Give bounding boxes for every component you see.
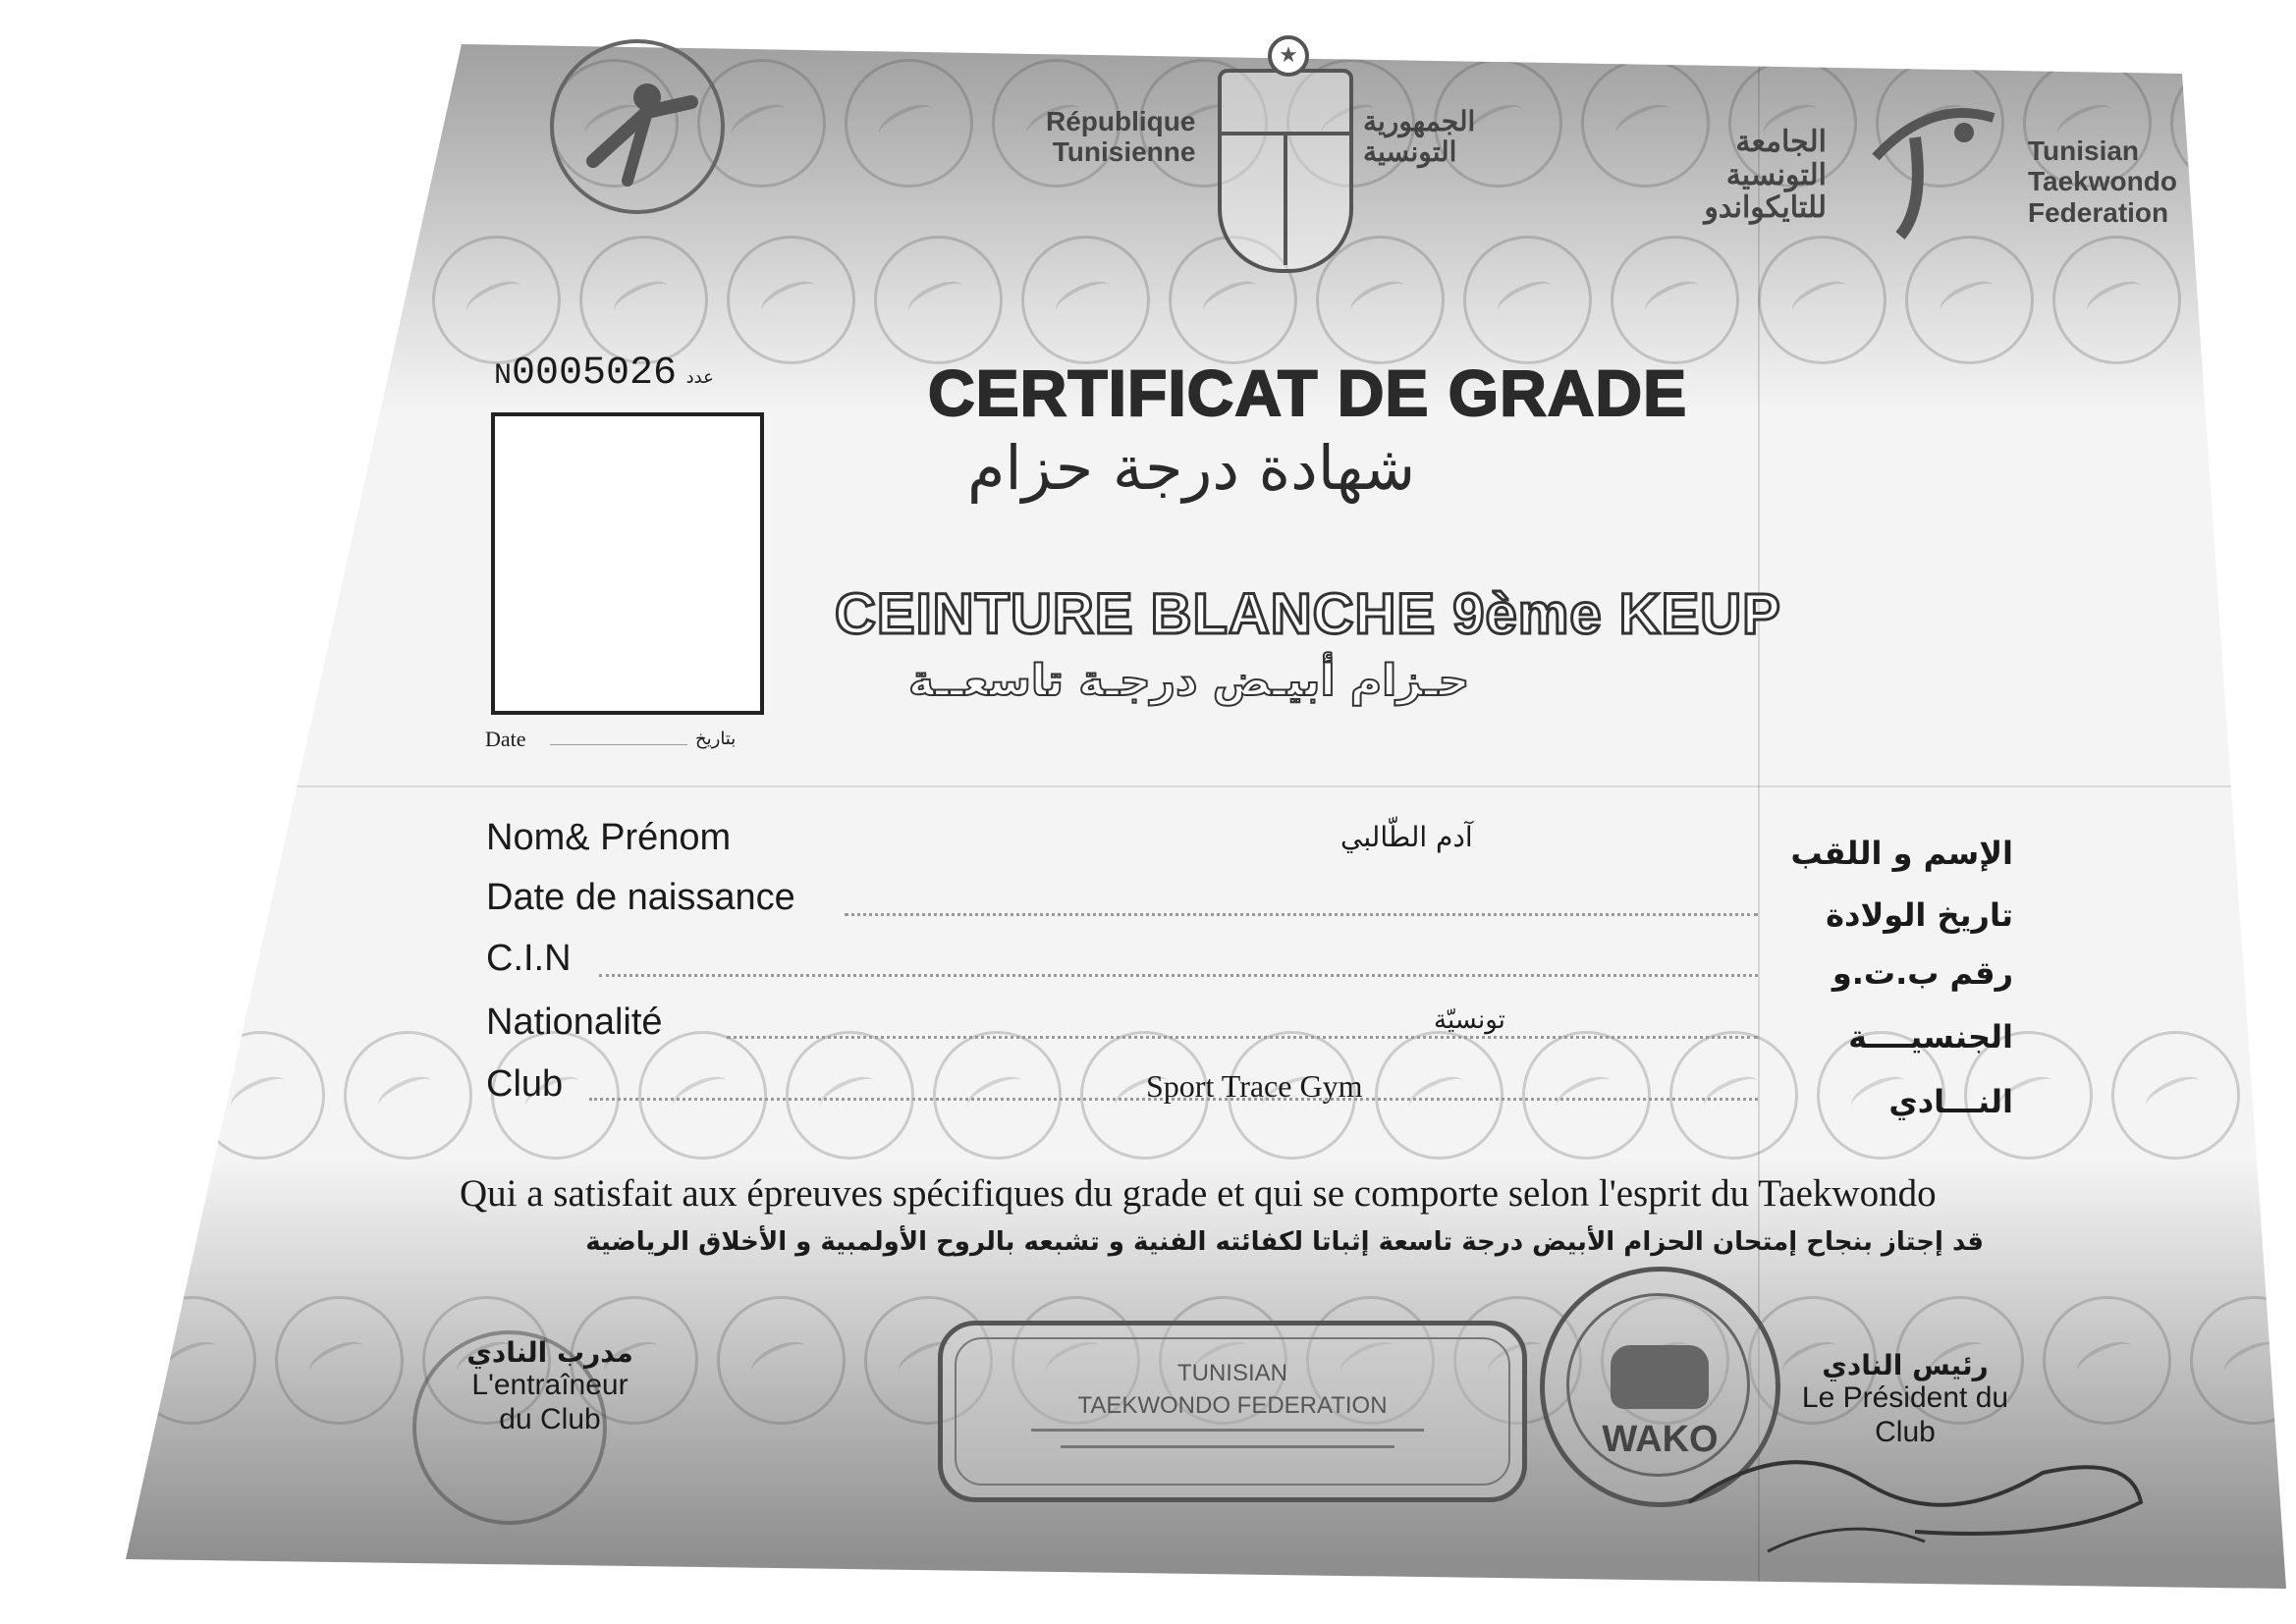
watermark-emblem (2190, 1296, 2296, 1425)
republic-ar-line: الجمهورية (1363, 106, 1476, 136)
field-label-ar: الإسم و اللقب (1790, 835, 2013, 872)
tunisia-coat-of-arms (1218, 43, 1353, 273)
wako-label: WAKO (1602, 1419, 1719, 1460)
field-label-ar: رقم ب.ت.و (1831, 954, 2013, 992)
republic-fr (1046, 106, 1195, 168)
certificate-title: CERTIFICAT DE GRADE (928, 356, 1688, 429)
federation-en (2028, 135, 2177, 228)
coach-label-fr: L'entraîneur (471, 1369, 629, 1402)
number-label-ar: عدد (685, 367, 714, 388)
watermark-emblem (727, 236, 855, 364)
watermark-emblem (128, 1296, 256, 1425)
grade-title-ar: حـزام أبيـض درجـة تاسعــة (908, 656, 1470, 706)
watermark-emblem (432, 236, 561, 364)
republic-fr-line: Tunisienne (1052, 136, 1196, 168)
field-label-ar: النـــادي (1888, 1083, 2013, 1120)
coach-signature-label (432, 1337, 668, 1436)
federation-en-line: Taekwondo (2028, 166, 2177, 197)
watermark-emblem (275, 1296, 404, 1425)
president-signature (1669, 1414, 2160, 1571)
federation-ar-line: الجامعة (1735, 126, 1827, 158)
republic-ar (1363, 106, 1475, 168)
date-label-ar: بتاريخ (695, 729, 737, 749)
watermark-emblem (638, 1031, 767, 1160)
federation-emblem-icon (1856, 98, 2003, 245)
field-value: تونسيّة (1434, 1005, 1505, 1035)
watermark-emblem (196, 1031, 325, 1160)
watermark-emblem (1522, 1031, 1651, 1160)
coach-label-ar: مدرب النادي (466, 1336, 633, 1369)
field-label: Nom& Prénom (486, 817, 732, 858)
federation-stamp (938, 1321, 1527, 1502)
field-label-ar: تاريخ الولادة (1826, 896, 2013, 934)
watermark-emblem (344, 1031, 472, 1160)
president-label-fr: Le Président du (1801, 1381, 2009, 1415)
watermark-emblem (845, 59, 973, 188)
certificate-title-ar: شهادة درجة حزام (967, 432, 1416, 504)
watermark-emblem (579, 236, 708, 364)
fold-line (0, 785, 2296, 787)
number-value: 0005026 (512, 352, 678, 396)
federation-en-line: Tunisian (2028, 135, 2140, 166)
photo-placeholder (491, 412, 764, 715)
watermark-emblem (2043, 1296, 2171, 1425)
watermark-emblem (874, 236, 1003, 364)
watermark-emblem (2200, 236, 2296, 364)
watermark-emblem (1463, 236, 1592, 364)
field-label: Date de naissance (486, 877, 795, 918)
federation-ar-line: للتايكواندو (1704, 191, 1827, 225)
federation-stamp-line: TUNISIAN (1176, 1360, 1287, 1386)
watermark-emblem (2259, 1031, 2296, 1160)
federation-ar-line: التونسية (1725, 158, 1827, 191)
watermark-emblem (1316, 236, 1445, 364)
date-label: Date (485, 727, 526, 751)
watermark-emblem (2111, 1031, 2240, 1160)
watermark-emblem (933, 1031, 1062, 1160)
field-value: آدم الطّالبي (1340, 821, 1473, 853)
number-prefix: N (494, 359, 513, 393)
watermark-emblem (2052, 236, 2181, 364)
statement-fr: Qui a satisfait aux épreuves spécifiques du grade et qui se comporte selon l'esprit du Taekwondo (460, 1172, 1937, 1215)
republic-ar-line: التونسية (1363, 136, 1457, 168)
republic-fr-line: République (1046, 106, 1196, 136)
fist-icon (1611, 1345, 1709, 1409)
grade-title: CEINTURE BLANCHE 9ème KEUP (835, 582, 1781, 646)
watermark-emblem (1375, 1031, 1503, 1160)
federation-ar (1660, 126, 1827, 225)
certificate-number (494, 352, 714, 396)
watermark-emblem (2170, 59, 2296, 188)
star-icon: ★ (1268, 35, 1309, 77)
president-label-ar: رئيس النادي (1822, 1349, 1989, 1381)
field-label: Club (486, 1063, 564, 1105)
watermark-emblem (1758, 236, 1886, 364)
field-value: Sport Trace Gym (1146, 1068, 1363, 1104)
federation-logo (1856, 98, 2003, 245)
federation-en-line: Federation (2028, 196, 2169, 228)
field-label-ar: الجنسيــــة (1848, 1018, 2013, 1056)
field-label: C.I.N (486, 938, 572, 979)
watermark-emblem (786, 1031, 914, 1160)
coach-label-fr: du Club (499, 1402, 601, 1435)
watermark-emblem (1611, 236, 1739, 364)
field-label: Nationalité (486, 1001, 663, 1043)
president-label-fr: Club (1875, 1415, 1936, 1448)
kicker-icon (554, 43, 721, 210)
watermark-emblem (1021, 236, 1150, 364)
federation-stamp-line: TAEKWONDO FEDERATION (1077, 1392, 1388, 1419)
world-taekwondo-logo (550, 39, 725, 214)
watermark-emblem (717, 1296, 846, 1425)
watermark-emblem (1905, 236, 2034, 364)
statement-ar: قد إجتاز بنجاح إمتحان الحزام الأبيض درجة تاسعة إثباتا لكفائته الفنية و تشبعه بالروح الأولمبية و الأخلاق الرياضية (585, 1227, 1984, 1257)
